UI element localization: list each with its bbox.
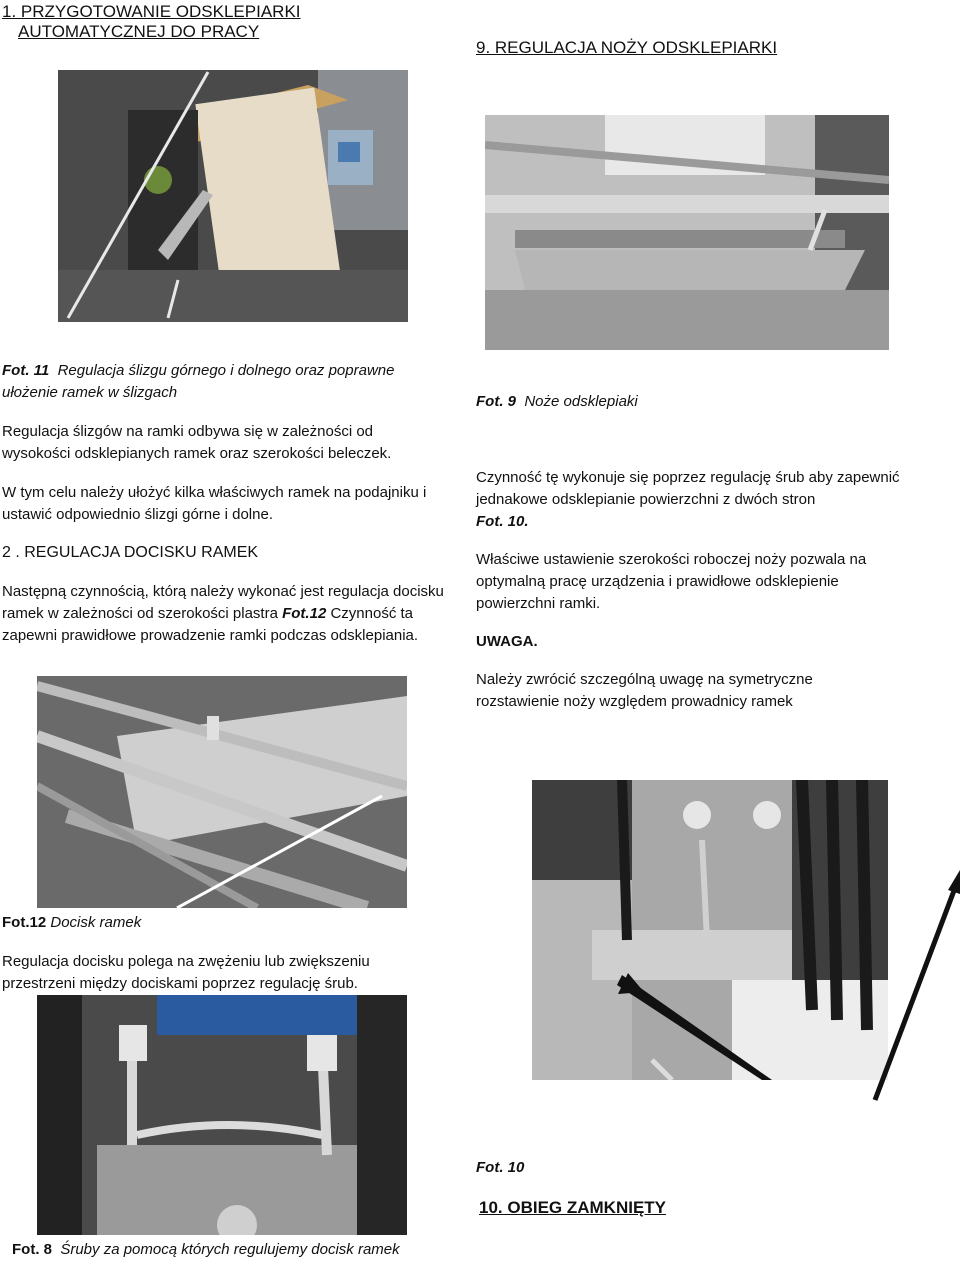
caption-fot-10	[476, 1157, 524, 1179]
paragraph-czynnosc	[476, 467, 946, 533]
section-heading-9: 9. REGULACJA NOŻY ODSKLEPIARKI	[476, 38, 778, 57]
photo-fot-8	[37, 995, 407, 1235]
paragraph-symetria: Należy zwrócić szczególną uwagę na symetryczne rozstawienie noży względem prowadnicy ramek	[476, 671, 813, 710]
paragraph-docisk	[2, 581, 464, 647]
caption-number: Fot. 11	[2, 362, 50, 379]
caption-text: Regulacja ślizgu górnego i dolnego oraz poprawne ułożenie ramek w ślizgach	[2, 362, 395, 401]
caption-number: Fot. 9	[476, 393, 516, 410]
ref-fot-12: Fot.12	[282, 605, 327, 622]
section-heading-10: 10. OBIEG ZAMKNIĘTY	[479, 1198, 667, 1217]
photo-fot-11	[58, 70, 408, 322]
paragraph-szerokosc: Właściwe ustawienie szerokości roboczej noży pozwala na optymalną pracę urządzenia i prawidłowe odsklepienie powierzchni ramki.	[476, 551, 867, 612]
caption-fot-9	[476, 391, 638, 413]
caption-text: Noże odsklepiaki	[524, 393, 638, 410]
caption-text: Śruby za pomocą których regulujemy docisk ramek	[60, 1241, 400, 1258]
section-heading-1-line2: AUTOMATYCZNEJ DO PRACY	[18, 22, 260, 41]
caption-text: Docisk ramek	[50, 914, 142, 931]
photo-fot-12	[37, 676, 407, 908]
paragraph-docisk-text: Następną czynnością, którą należy wykonać jest regulacja docisku ramek w zależności od szerokości plastra	[2, 583, 444, 622]
warning-label: UWAGA.	[476, 633, 538, 650]
caption-fot-12	[2, 912, 141, 934]
caption-fot-8	[12, 1239, 400, 1261]
paragraph-regulacja-slizgow: Regulacja ślizgów na ramki odbywa się w zależności od wysokości odsklepianych ramek oraz szerokości beleczek.	[2, 423, 392, 462]
paragraph-regulacja-docisku: Regulacja docisku polega na zwężeniu lub zwiększeniu przestrzeni między dociskami poprzez regulację śrub.	[2, 953, 370, 992]
paragraph-docisk-text-2: Czynność ta zapewni prawidłowe prowadzenie ramki podczas odsklepiania.	[2, 605, 419, 644]
paragraph-czynnosc-text: Czynność tę wykonuje się poprzez regulację śrub aby zapewnić jednakowe odsklepianie powierzchni z dwóch stron	[476, 469, 900, 508]
section-heading-1-line1: 1. PRZYGOTOWANIE ODSKLEPIARKI	[2, 2, 301, 21]
caption-fot-11	[2, 360, 442, 404]
pointer-arrow-icon	[870, 870, 960, 1105]
ref-fot-10: Fot. 10.	[476, 513, 529, 530]
caption-number: Fot. 10	[476, 1159, 525, 1176]
paragraph-w-tym-celu: W tym celu należy ułożyć kilka właściwych ramek na podajniku i ustawić odpowiednio ślizgi górne i dolne.	[2, 484, 427, 523]
photo-fot-10	[532, 780, 888, 1080]
caption-number: Fot.12	[2, 914, 47, 931]
section-heading-2: 2 . REGULACJA DOCISKU RAMEK	[2, 544, 259, 561]
caption-number: Fot. 8	[12, 1241, 52, 1258]
photo-fot-9	[485, 115, 889, 350]
